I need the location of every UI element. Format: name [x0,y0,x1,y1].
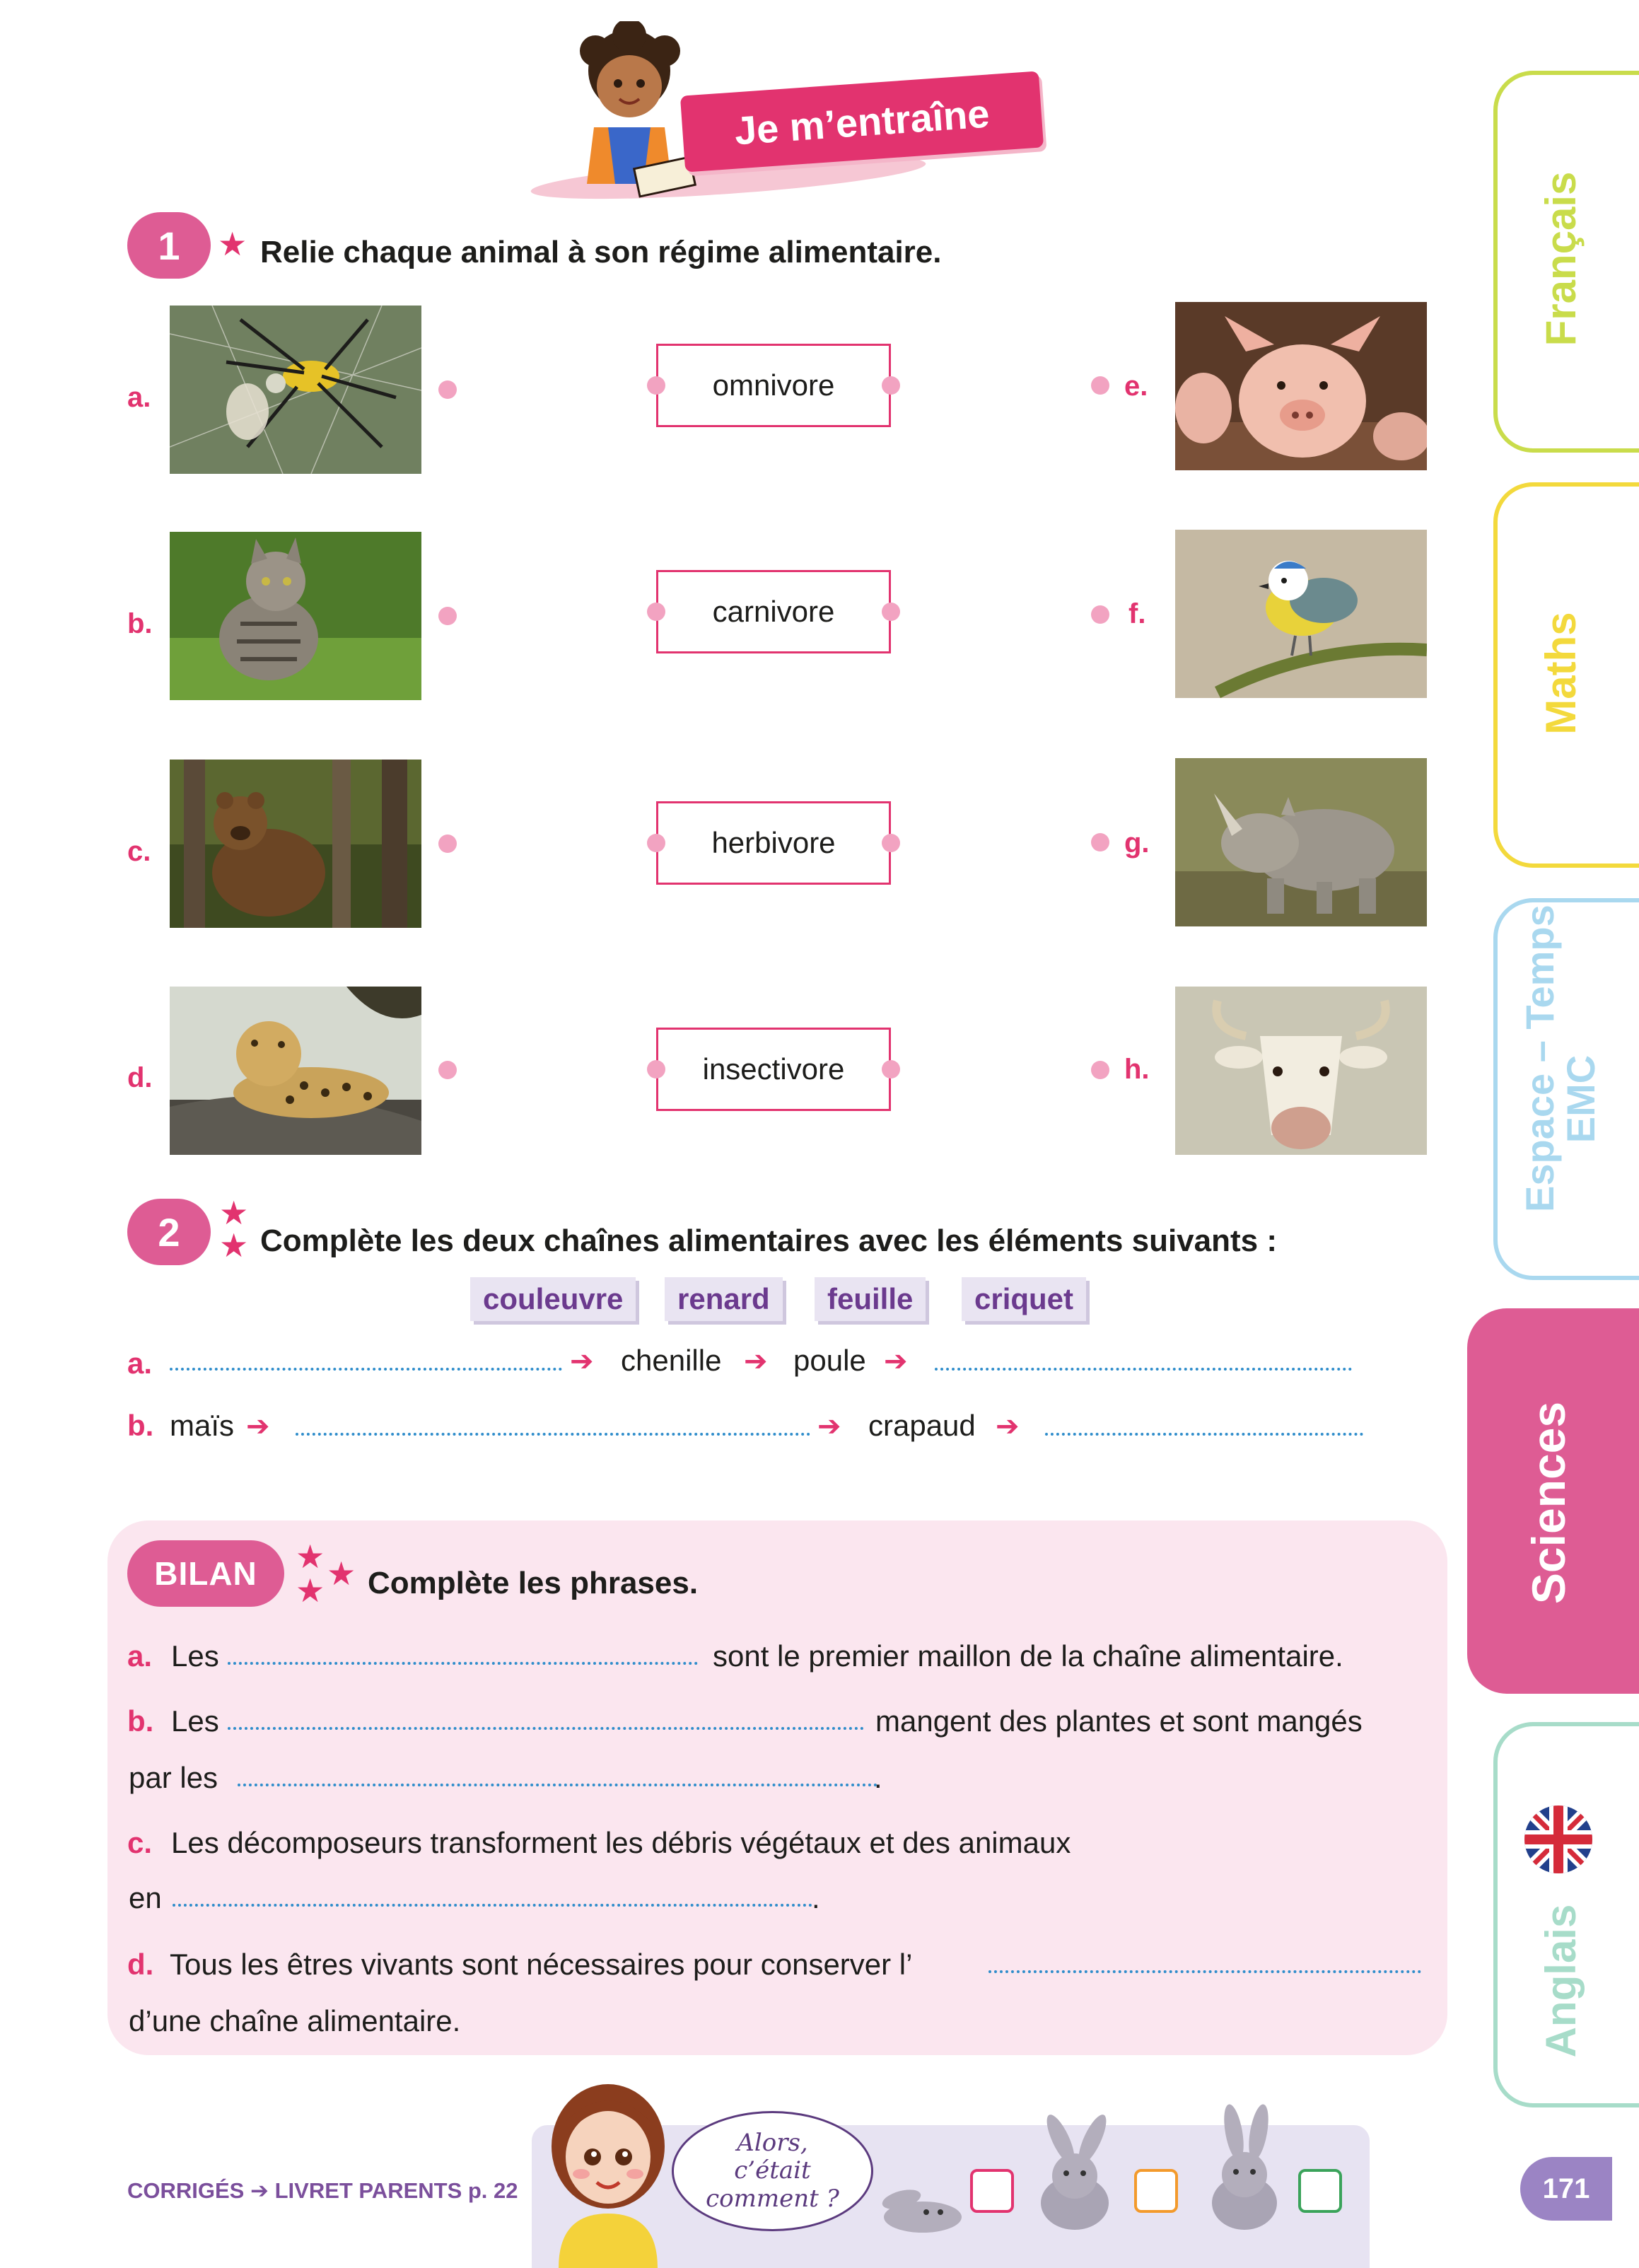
chain-element: poule [793,1344,866,1377]
answer-blank[interactable] [988,1966,1421,1973]
bilan-text: Les [171,1704,219,1738]
link-dot[interactable] [882,1060,900,1078]
animal-letter: f. [1128,598,1146,629]
rhinoceros-photo [1175,758,1427,926]
diet-box-carnivore[interactable]: carnivore [656,570,891,653]
tab-francais[interactable] [1493,71,1639,453]
corriges-label: CORRIGÉS [127,2178,245,2203]
checkbox-icon[interactable] [1298,2169,1342,2213]
animal-letter: h. [1124,1054,1150,1085]
animal-letter: g. [1124,827,1150,859]
bilan-text: Les [171,1639,219,1673]
answer-blank[interactable] [228,1723,864,1730]
tab-espace-temps-emc[interactable] [1493,898,1639,1280]
livret-parents-label: LIVRET PARENTS p. 22 [274,2178,518,2203]
word-tag: renard [665,1277,783,1321]
link-dot[interactable] [438,607,457,625]
link-dot[interactable] [1091,605,1109,624]
bilan-letter: a. [127,1639,153,1673]
star-icon: ★ [296,1572,325,1609]
arrow-right-icon: ➔ [817,1411,841,1442]
arrow-right-icon: ➔ [250,2178,269,2203]
diet-box-herbivore[interactable]: herbivore [656,801,891,885]
spider-photo [170,306,421,474]
exercise-number-badge: 1 [127,212,211,279]
bubble-line: Alors, [737,2129,808,2158]
arrow-right-icon: ➔ [996,1411,1020,1442]
link-dot[interactable] [647,1060,665,1078]
answer-blank[interactable] [173,1900,812,1907]
star-icon: ★ [327,1555,356,1592]
blue-tit-photo [1175,530,1427,698]
star-icon: ★ [218,226,247,262]
arrow-right-icon: ➔ [246,1411,270,1442]
star-icon: ★ [219,1227,249,1264]
bilan-text: Tous les êtres vivants sont nécessaires pour conserver l’ [170,1948,913,1981]
word-tag: feuille [815,1277,926,1321]
exercise-instruction: Relie chaque animal à son régime alimentaire. [260,235,942,269]
link-dot[interactable] [882,376,900,395]
chain-element: maïs [170,1409,235,1442]
rabbit-icon [1195,2104,1294,2231]
link-dot[interactable] [438,1061,457,1079]
speech-bubble [672,2111,873,2231]
answer-blank[interactable] [296,1429,810,1436]
exercise-instruction: Complète les deux chaînes alimentaires avec les éléments suivants : [260,1223,1277,1258]
link-dot[interactable] [647,603,665,621]
exercise-number-badge: 2 [127,1199,211,1265]
link-dot[interactable] [882,603,900,621]
bilan-badge: BILAN [127,1540,284,1607]
tab-label: Français [1537,171,1585,347]
tab-label: Maths [1537,612,1585,735]
chain-element: crapaud [868,1409,976,1442]
page-number: 171 [1520,2157,1612,2221]
animal-letter: d. [127,1062,153,1093]
bilan-text: . [874,1761,882,1794]
link-dot[interactable] [1091,1061,1109,1079]
answer-blank[interactable] [228,1658,698,1665]
corriges-reference [127,2178,518,2204]
chain-letter: b. [127,1409,154,1442]
chain-element: chenille [621,1344,722,1377]
word-tag: criquet [962,1277,1086,1321]
bilan-text: sont le premier maillon de la chaîne alimentaire. [713,1639,1343,1673]
tab-anglais[interactable] [1493,1722,1639,2107]
bilan-letter: c. [127,1826,153,1859]
bilan-text: Les décomposeurs transforment les débris végétaux et des animaux [171,1826,1071,1859]
diet-box-omnivore[interactable]: omnivore [656,344,891,427]
tab-sciences[interactable] [1467,1308,1639,1694]
checkbox-icon[interactable] [1134,2169,1178,2213]
answer-blank[interactable] [1045,1429,1363,1436]
bilan-text: . [812,1881,820,1914]
cow-photo [1175,987,1427,1155]
word-tag: couleuvre [470,1277,636,1321]
star-icon: ★ [219,1194,249,1231]
checkbox-icon[interactable] [970,2169,1014,2213]
rabbit-icon [873,2178,969,2235]
answer-blank[interactable] [170,1363,562,1371]
uk-flag-icon [1523,1804,1594,1875]
link-dot[interactable] [647,376,665,395]
tab-label: Espace – Temps [1517,905,1562,1212]
link-dot[interactable] [438,834,457,853]
answer-blank[interactable] [238,1779,877,1786]
answer-blank[interactable] [935,1363,1352,1371]
link-dot[interactable] [1091,376,1109,395]
bilan-instruction: Complète les phrases. [368,1566,699,1600]
bilan-letter: d. [127,1948,154,1981]
tab-label: EMC [1558,1054,1603,1144]
leopard-photo [170,987,421,1155]
tab-maths[interactable] [1493,482,1639,868]
bear-photo [170,760,421,928]
arrow-right-icon: ➔ [744,1346,768,1377]
arrow-right-icon: ➔ [884,1346,908,1377]
link-dot[interactable] [438,380,457,399]
link-dot[interactable] [647,834,665,852]
animal-letter: b. [127,608,153,639]
bilan-text: en [129,1881,162,1914]
bilan-text: mangent des plantes et sont mangés [875,1704,1363,1738]
arrow-right-icon: ➔ [570,1346,594,1377]
animal-letter: c. [127,836,151,867]
animal-letter: e. [1124,371,1148,402]
bubble-line: c’était [734,2156,811,2185]
cat-photo [170,532,421,700]
tab-label: Anglais [1537,1904,1585,2058]
animal-letter: a. [127,382,151,413]
link-dot[interactable] [1091,833,1109,851]
bubble-line: comment ? [706,2184,839,2213]
star-icon: ★ [296,1538,325,1575]
bilan-text: par les [129,1761,218,1794]
girl-illustration [537,2079,679,2268]
pig-photo [1175,302,1427,470]
section-banner: Je m’entraîne [680,71,1044,172]
bilan-letter: b. [127,1704,154,1738]
bilan-text: d’une chaîne alimentaire. [129,2004,461,2037]
tab-label: Sciences [1522,1401,1575,1605]
link-dot[interactable] [882,834,900,852]
diet-box-insectivore[interactable]: insectivore [656,1028,891,1111]
rabbit-icon [1025,2111,1124,2231]
reading-child-illustration [559,21,700,198]
chain-letter: a. [127,1347,153,1380]
